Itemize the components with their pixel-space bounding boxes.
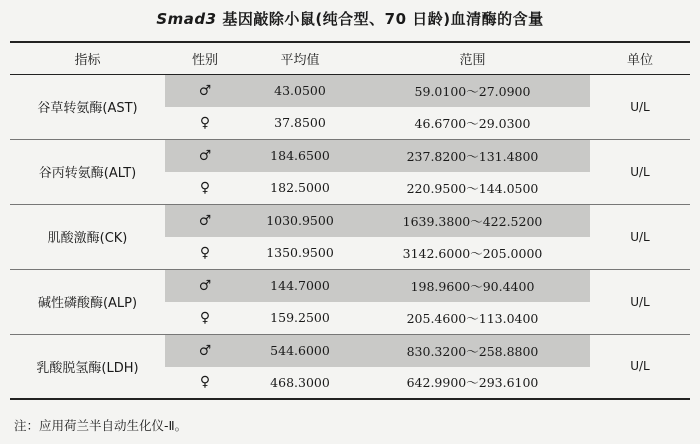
header-unit: 单位 [590,42,690,74]
title-text: 基因敲除小鼠(纯合型、70 日龄)血清酶的含量 [216,10,544,28]
indicator-cell: 谷丙转氨酶(ALT) [10,139,165,204]
unit-cell: U/L [590,334,690,399]
sex-female-cell: ♀ [165,172,245,205]
unit-cell: U/L [590,74,690,139]
unit-cell: U/L [590,139,690,204]
sex-male-cell: ♂ [165,74,245,107]
mean-cell: 544.6000 [245,334,355,367]
indicator-cell: 肌酸激酶(CK) [10,204,165,269]
range-cell: 198.9600～90.4400 [355,269,590,302]
sex-male-cell: ♂ [165,334,245,367]
mean-cell: 37.8500 [245,107,355,140]
mean-cell: 184.6500 [245,139,355,172]
sex-male-cell: ♂ [165,139,245,172]
table-row [10,74,690,107]
header-mean: 平均值 [245,42,355,74]
unit-cell: U/L [590,269,690,334]
range-cell: 830.3200～258.8800 [355,334,590,367]
header-range: 范围 [355,42,590,74]
range-cell: 3142.6000～205.0000 [355,237,590,270]
sex-male-cell: ♂ [165,204,245,237]
table-footnote: 注：应用荷兰半自动生化仪-Ⅱ。 [14,418,188,433]
range-cell: 220.9500～144.0500 [355,172,590,205]
sex-female-cell: ♀ [165,107,245,140]
header-indicator: 指标 [10,42,165,74]
header-row [10,42,690,74]
range-cell: 205.4600～113.0400 [355,302,590,335]
table-row [10,269,690,302]
mean-cell: 182.5000 [245,172,355,205]
range-cell: 1639.3800～422.5200 [355,204,590,237]
title-gene: Smad3 [156,10,217,28]
mean-cell: 144.7000 [245,269,355,302]
mean-cell: 468.3000 [245,367,355,400]
mean-cell: 1350.9500 [245,237,355,270]
range-cell: 642.9900～293.6100 [355,367,590,400]
table-row [10,204,690,237]
enzyme-table [10,41,690,400]
sex-male-cell: ♂ [165,269,245,302]
mean-cell: 1030.9500 [245,204,355,237]
table-title [0,8,700,29]
mean-cell: 43.0500 [245,74,355,107]
header-sex: 性别 [165,42,245,74]
indicator-cell: 乳酸脱氢酶(LDH) [10,334,165,399]
unit-cell: U/L [590,204,690,269]
range-cell: 237.8200～131.4800 [355,139,590,172]
sex-female-cell: ♀ [165,367,245,400]
sex-female-cell: ♀ [165,237,245,270]
table-row [10,334,690,367]
sex-female-cell: ♀ [165,302,245,335]
indicator-cell: 谷草转氨酶(AST) [10,74,165,139]
range-cell: 46.6700～29.0300 [355,107,590,140]
indicator-cell: 碱性磷酸酶(ALP) [10,269,165,334]
range-cell: 59.0100～27.0900 [355,74,590,107]
table-row [10,139,690,172]
mean-cell: 159.2500 [245,302,355,335]
